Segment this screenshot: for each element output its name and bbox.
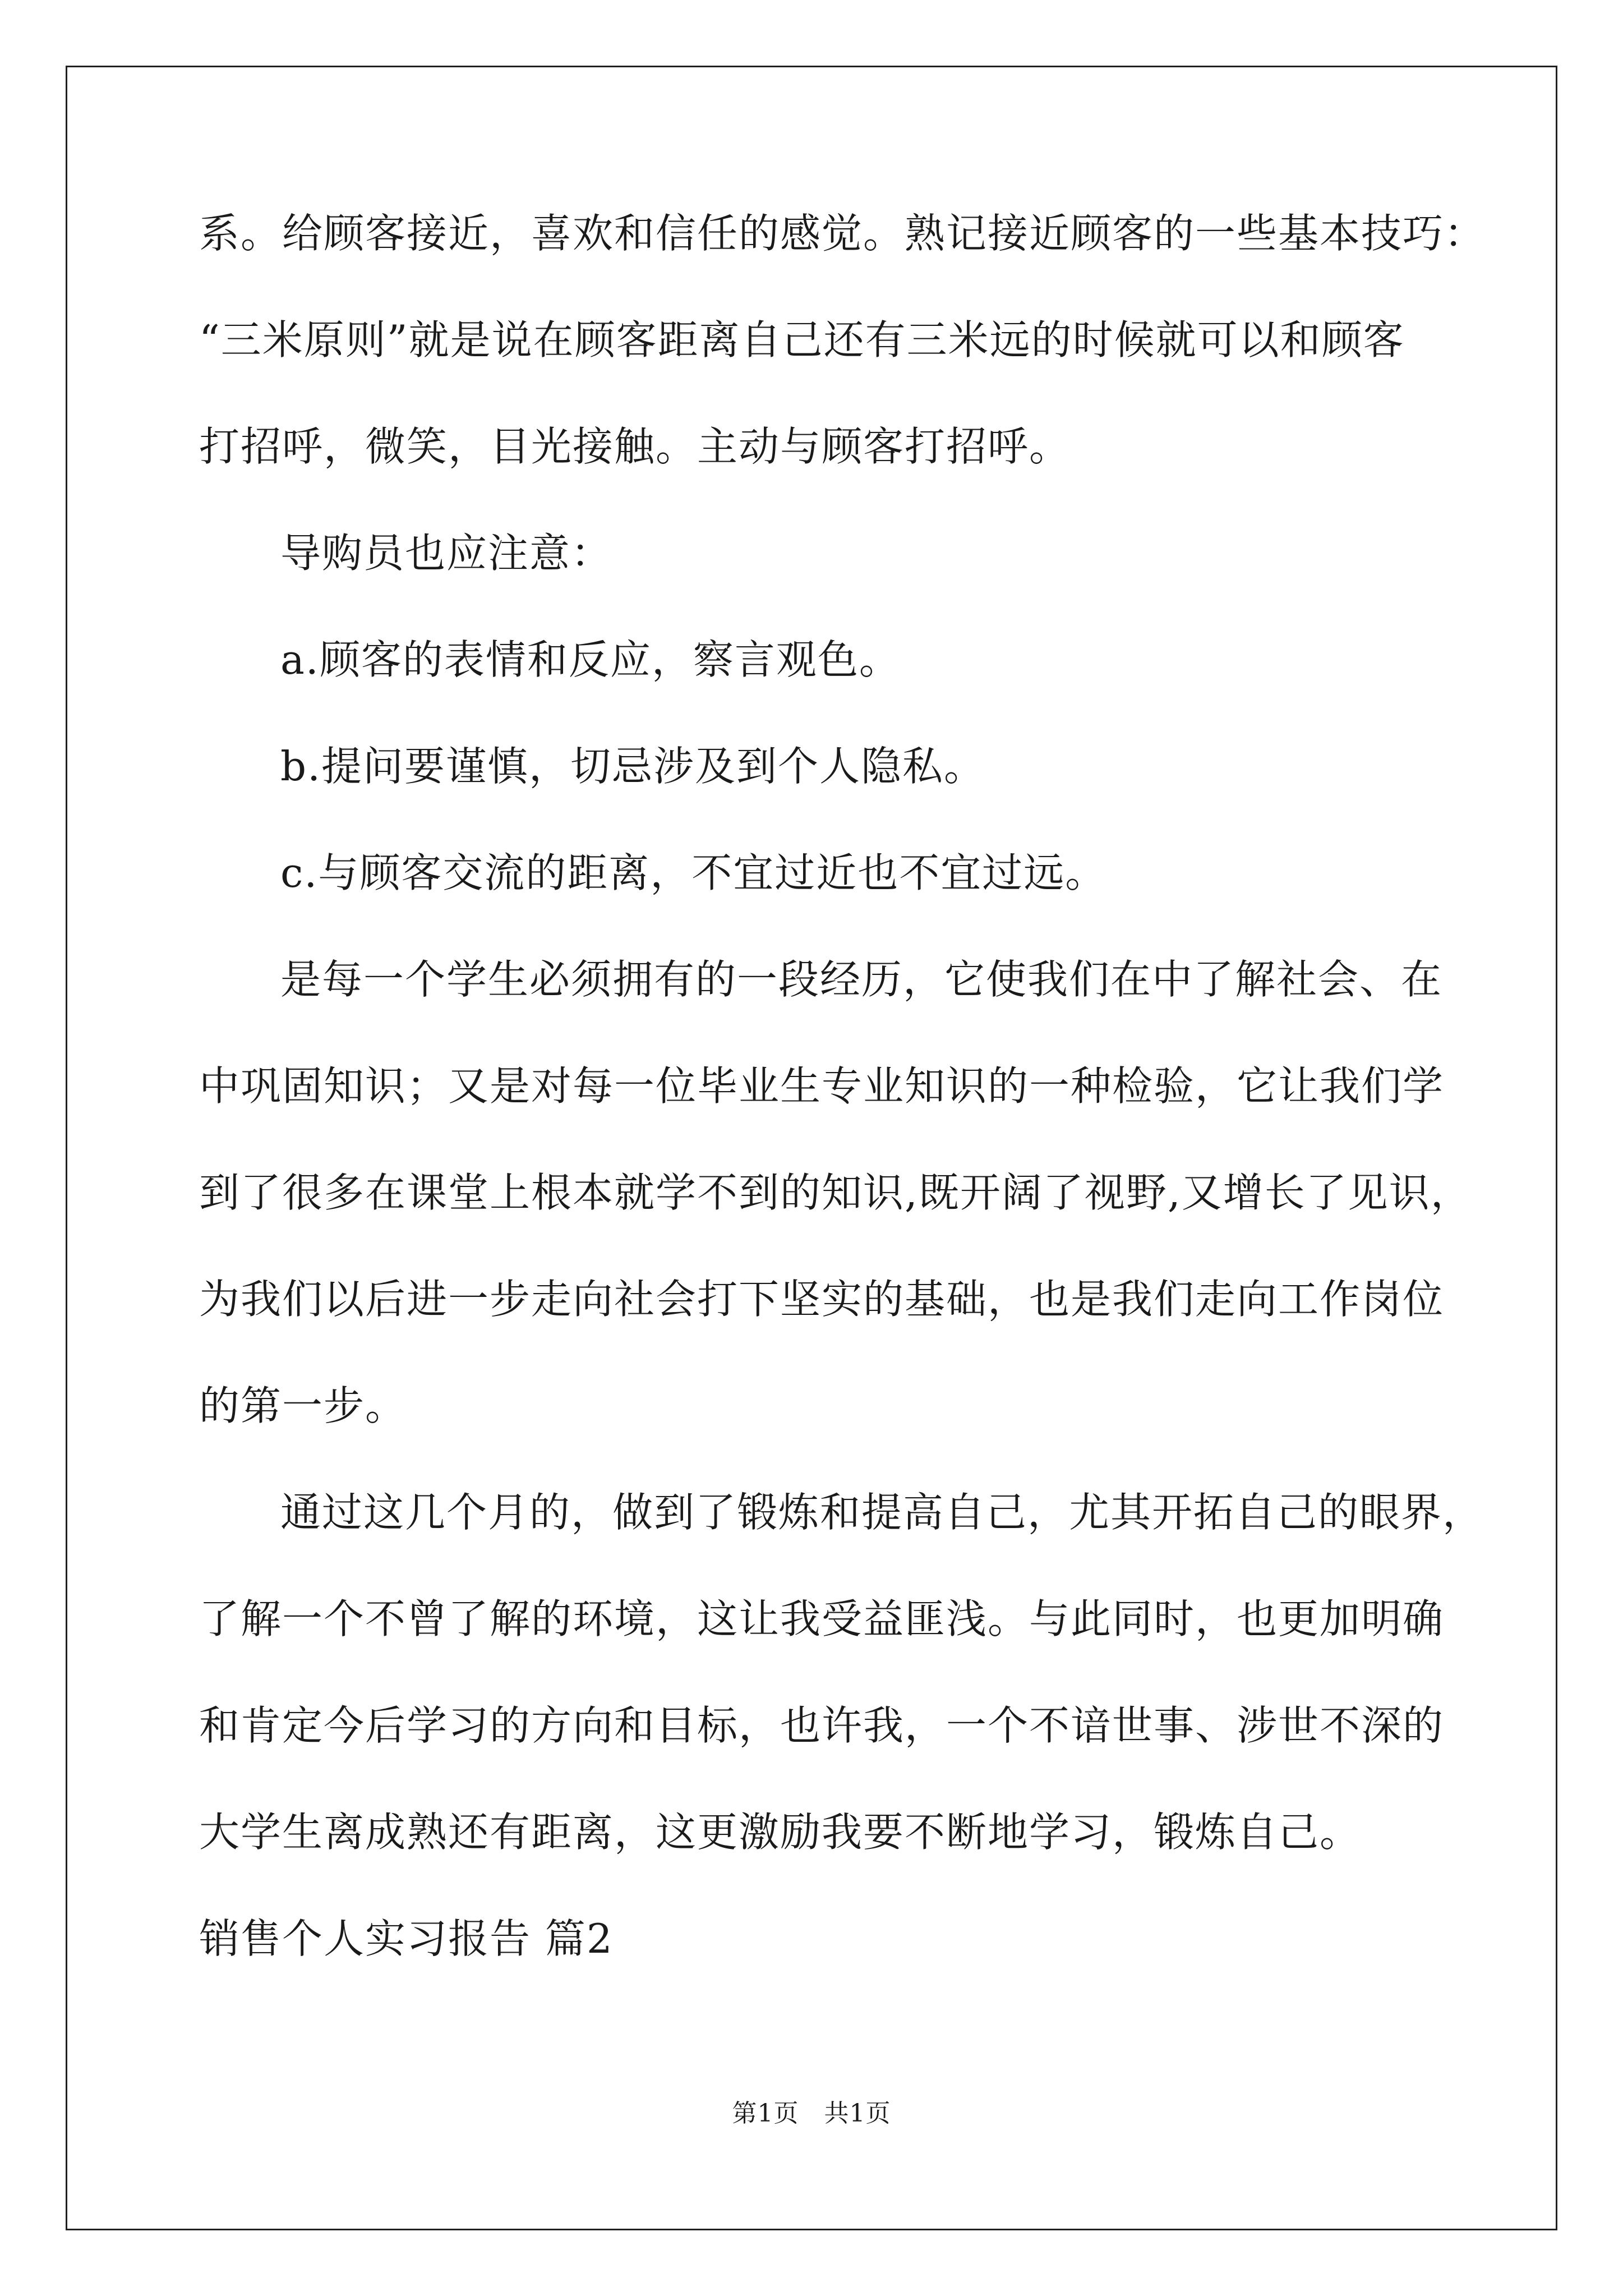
text-line: 通过这几个月的，做到了锻炼和提高自己，尤其开拓自己的眼界，	[280, 1489, 1484, 1536]
text-line: 到了很多在课堂上根本就学不到的知识,既开阔了视野,又增长了见识，	[199, 1169, 1472, 1216]
page-footer: 第1页 共1页	[732, 2099, 891, 2128]
text-line: 导购员也应注意：	[280, 530, 613, 577]
text-line: 了解一个不曾了解的环境，这让我受益匪浅。与此同时，也更加明确	[199, 1595, 1445, 1642]
text-line: 和肯定今后学习的方向和目标，也许我，一个不谙世事、涉世不深的	[199, 1702, 1445, 1749]
text-line: 系。给顾客接近，喜欢和信任的感觉。熟记接近顾客的一些基本技巧：	[199, 210, 1486, 257]
list-item: c.与顾客交流的距离，不宜过近也不宜过远。	[280, 849, 1107, 896]
text-line: 打招呼，微笑，目光接触。主动与顾客打招呼。	[199, 423, 1071, 470]
section-heading: 销售个人实习报告 篇2	[199, 1915, 614, 1962]
text-line: 是每一个学生必须拥有的一段经历，它使我们在中了解社会、在	[280, 956, 1443, 1003]
text-line: 为我们以后进一步走向社会打下坚实的基础，也是我们走向工作岗位	[199, 1276, 1445, 1323]
text-line: “三米原则”就是说在顾客距离自己还有三米远的时候就可以和顾客	[199, 316, 1405, 364]
text-line: 中巩固知识；又是对每一位毕业生专业知识的一种检验，它让我们学	[199, 1062, 1445, 1110]
list-item: b.提问要谨慎，切忌涉及到个人隐私。	[280, 743, 985, 790]
text-line: 大学生离成熟还有距离，这更激励我要不断地学习，锻炼自己。	[199, 1809, 1362, 1856]
text-line: 的第一步。	[199, 1382, 407, 1429]
list-item: a.顾客的表情和反应，察言观色。	[280, 636, 901, 683]
page-border	[66, 66, 1557, 2230]
